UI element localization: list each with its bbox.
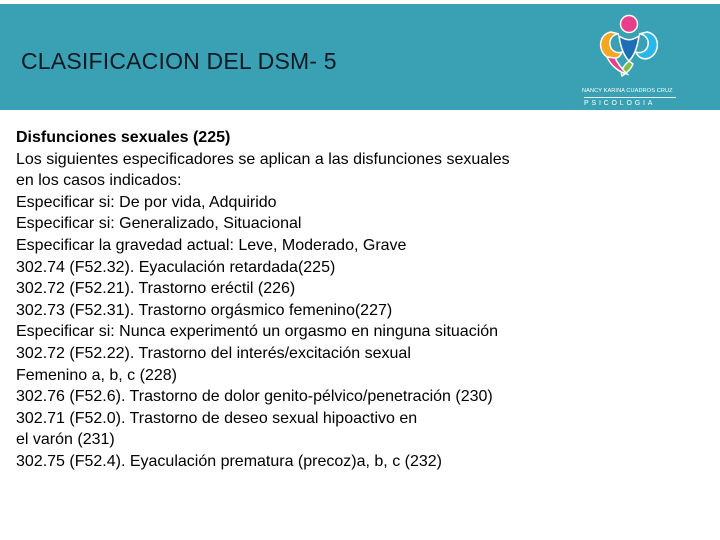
content-line: Especificar si: De por vida, Adquirido: [16, 193, 277, 211]
content-line: Especificar la gravedad actual: Leve, Moderado, Grave: [16, 236, 407, 254]
logo-subtitle: PSICOLOGIA: [584, 100, 656, 107]
content-line: 302.72 (F52.21). Trastorno eréctil (226): [16, 280, 296, 298]
page-title: CLASIFICACION DEL DSM- 5: [21, 48, 337, 74]
logo-divider: [584, 97, 676, 98]
content-line: Femenino a, b, c (228): [16, 366, 177, 384]
logo-name: NANCY KARINA CUADROS CRUZ: [582, 88, 673, 94]
content-list: [16, 127, 706, 473]
content-line: 302.76 (F52.6). Trastorno de dolor genito-pélvico/penetración (230): [16, 388, 493, 406]
content-line: 302.74 (F52.32). Eyaculación retardada(225): [16, 258, 336, 276]
section-heading: Disfunciones sexuales (225): [16, 129, 231, 146]
logo: [580, 10, 712, 112]
content-line: el varón (231): [16, 431, 115, 449]
content-line: 302.72 (F52.22). Trastorno del interés/excitación sexual: [16, 344, 411, 362]
content-line: en los casos indicados:: [16, 172, 182, 190]
content-line: Especificar si: Nunca experimentó un orgasmo en ninguna situación: [16, 323, 499, 341]
header-band: [0, 4, 720, 110]
content-line: 302.73 (F52.31). Trastorno orgásmico femenino(227): [16, 301, 393, 319]
psychology-logo-icon: [593, 10, 665, 78]
content-line: Los siguientes especificadores se aplican a las disfunciones sexuales: [16, 150, 510, 168]
content-line: 302.75 (F52.4). Eyaculación prematura (precoz)a, b, c (232): [16, 452, 442, 470]
content-line: Especificar si: Generalizado, Situacional: [16, 215, 302, 233]
content-line: 302.71 (F52.0). Trastorno de deseo sexual hipoactivo en: [16, 409, 418, 427]
